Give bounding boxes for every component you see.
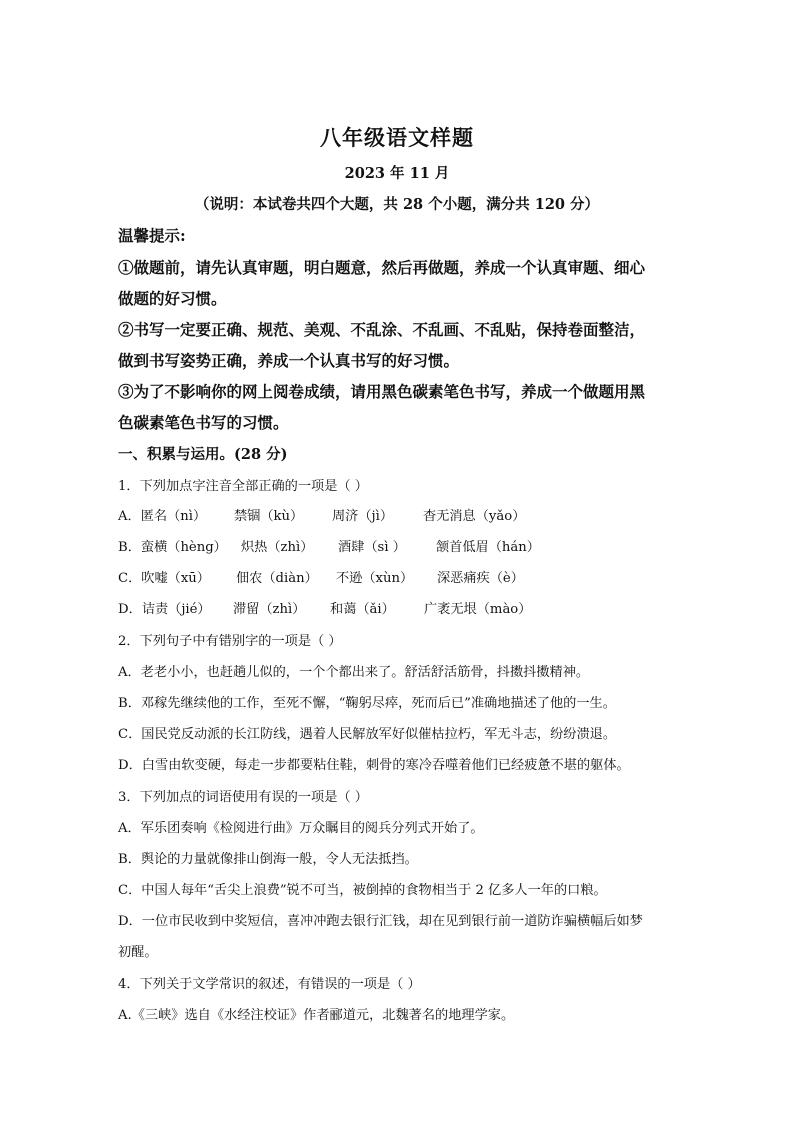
q2-option-a: A．老老小小，也赶趟儿似的，一个个都出来了。舒活舒活筋骨，抖擞抖擞精神。 bbox=[118, 665, 590, 680]
q1-a-item-2: 禁锢（kù） bbox=[234, 509, 304, 524]
q3-option-b: B．舆论的力量就像排山倒海一般，令人无法抵挡。 bbox=[118, 852, 418, 867]
q2-stem: 2．下列句子中有错别字的一项是（ ） bbox=[118, 634, 342, 649]
q3-option-d-line-1: D．一位市民收到中奖短信，喜冲冲跑去银行汇钱，却在见到银行前一道防诈骗横幅后如梦 bbox=[118, 914, 643, 929]
q1-c-item-1: C．吹嘘（xū） bbox=[118, 571, 210, 586]
q1-b-item-2: 炽热（zhì） bbox=[241, 540, 314, 555]
exam-title: 八年级语文样题 bbox=[320, 125, 474, 150]
q4-option-a: A.《三峡》选自《水经注校证》作者郦道元，北魏著名的地理学家。 bbox=[118, 1008, 515, 1023]
q1-b-item-3: 酒肆（sì ） bbox=[338, 540, 406, 555]
q3-option-c: C．中国人每年“舌尖上浪费”锐不可当，被倒掉的食物相当于 2 亿多人一年的口粮。 bbox=[118, 883, 607, 898]
exam-date: 2023 年 11 月 bbox=[344, 165, 450, 182]
q1-c-item-3: 不逊（xùn） bbox=[336, 571, 414, 586]
q1-c-item-2: 佃农（diàn） bbox=[236, 571, 318, 586]
q1-c-item-4: 深恶痛疾（è） bbox=[437, 571, 524, 586]
q3-option-d-line-2: 初醒。 bbox=[118, 945, 158, 960]
q1-d-item-2: 滞留（zhì） bbox=[233, 602, 306, 617]
tip-3-line-2: 色碳素笔色书写的习惯。 bbox=[118, 413, 289, 432]
q1-d-item-3: 和蔼（ǎi） bbox=[330, 602, 395, 617]
q1-a-item-3: 周济（jì） bbox=[332, 509, 394, 524]
tip-3-line-1: ③为了不影响你的网上阅卷成绩，请用黑色碳素笔色书写，养成一个做题用黑 bbox=[118, 382, 646, 401]
section-1-title: 一、积累与运用。(28 分) bbox=[118, 446, 288, 463]
q1-d-item-1: D．诘责（jié） bbox=[118, 602, 211, 617]
tip-2-line-2: 做到书写姿势正确，养成一个认真书写的好习惯。 bbox=[118, 351, 460, 370]
q2-option-c: C．国民党反动派的长江防线，遇着人民解放军好似催枯拉朽，军无斗志，纷纷溃退。 bbox=[118, 727, 617, 742]
tips-label: 温馨提示: bbox=[118, 226, 186, 245]
q4-stem: 4．下列关于文学常识的叙述，有错误的一项是（ ） bbox=[118, 977, 421, 992]
q3-option-a: A．军乐团奏响《检阅进行曲》万众瞩目的阅兵分列式开始了。 bbox=[118, 821, 484, 836]
tip-1-line-1: ①做题前，请先认真审题，明白题意，然后再做题，养成一个认真审题、细心 bbox=[118, 258, 646, 277]
q1-a-item-4: 杳无消息（yǎo） bbox=[423, 509, 526, 524]
tip-2-line-1: ②书写一定要正确、规范、美观、不乱涂、不乱画、不乱贴，保持卷面整洁， bbox=[118, 320, 646, 339]
q1-stem: 1．下列加点字注音全部正确的一项是（ ） bbox=[118, 479, 368, 494]
q3-stem: 3．下列加点的词语使用有误的一项是（ ） bbox=[118, 790, 368, 805]
q1-b-item-4: 颔首低眉（hán） bbox=[436, 540, 540, 555]
q1-b-item-1: B．蛮横（hèng） bbox=[118, 540, 227, 555]
exam-instructions: （说明：本试卷共四个大题，共 28 个小题，满分共 120 分） bbox=[194, 196, 600, 213]
q2-option-d: D．白雪由软变硬，每走一步都要粘住鞋，刺骨的寒冷吞噬着他们已经疲惫不堪的躯体。 bbox=[118, 758, 630, 773]
q1-d-item-4: 广袤无垠（mào） bbox=[424, 602, 532, 617]
tip-1-line-2: 做题的好习惯。 bbox=[118, 289, 227, 308]
q2-option-b: B．邓稼先继续他的工作，至死不懈，“鞠躬尽瘁，死而后已”准确地描述了他的一生。 bbox=[118, 696, 616, 711]
q1-a-item-1: A．匿名（nì） bbox=[118, 509, 207, 524]
